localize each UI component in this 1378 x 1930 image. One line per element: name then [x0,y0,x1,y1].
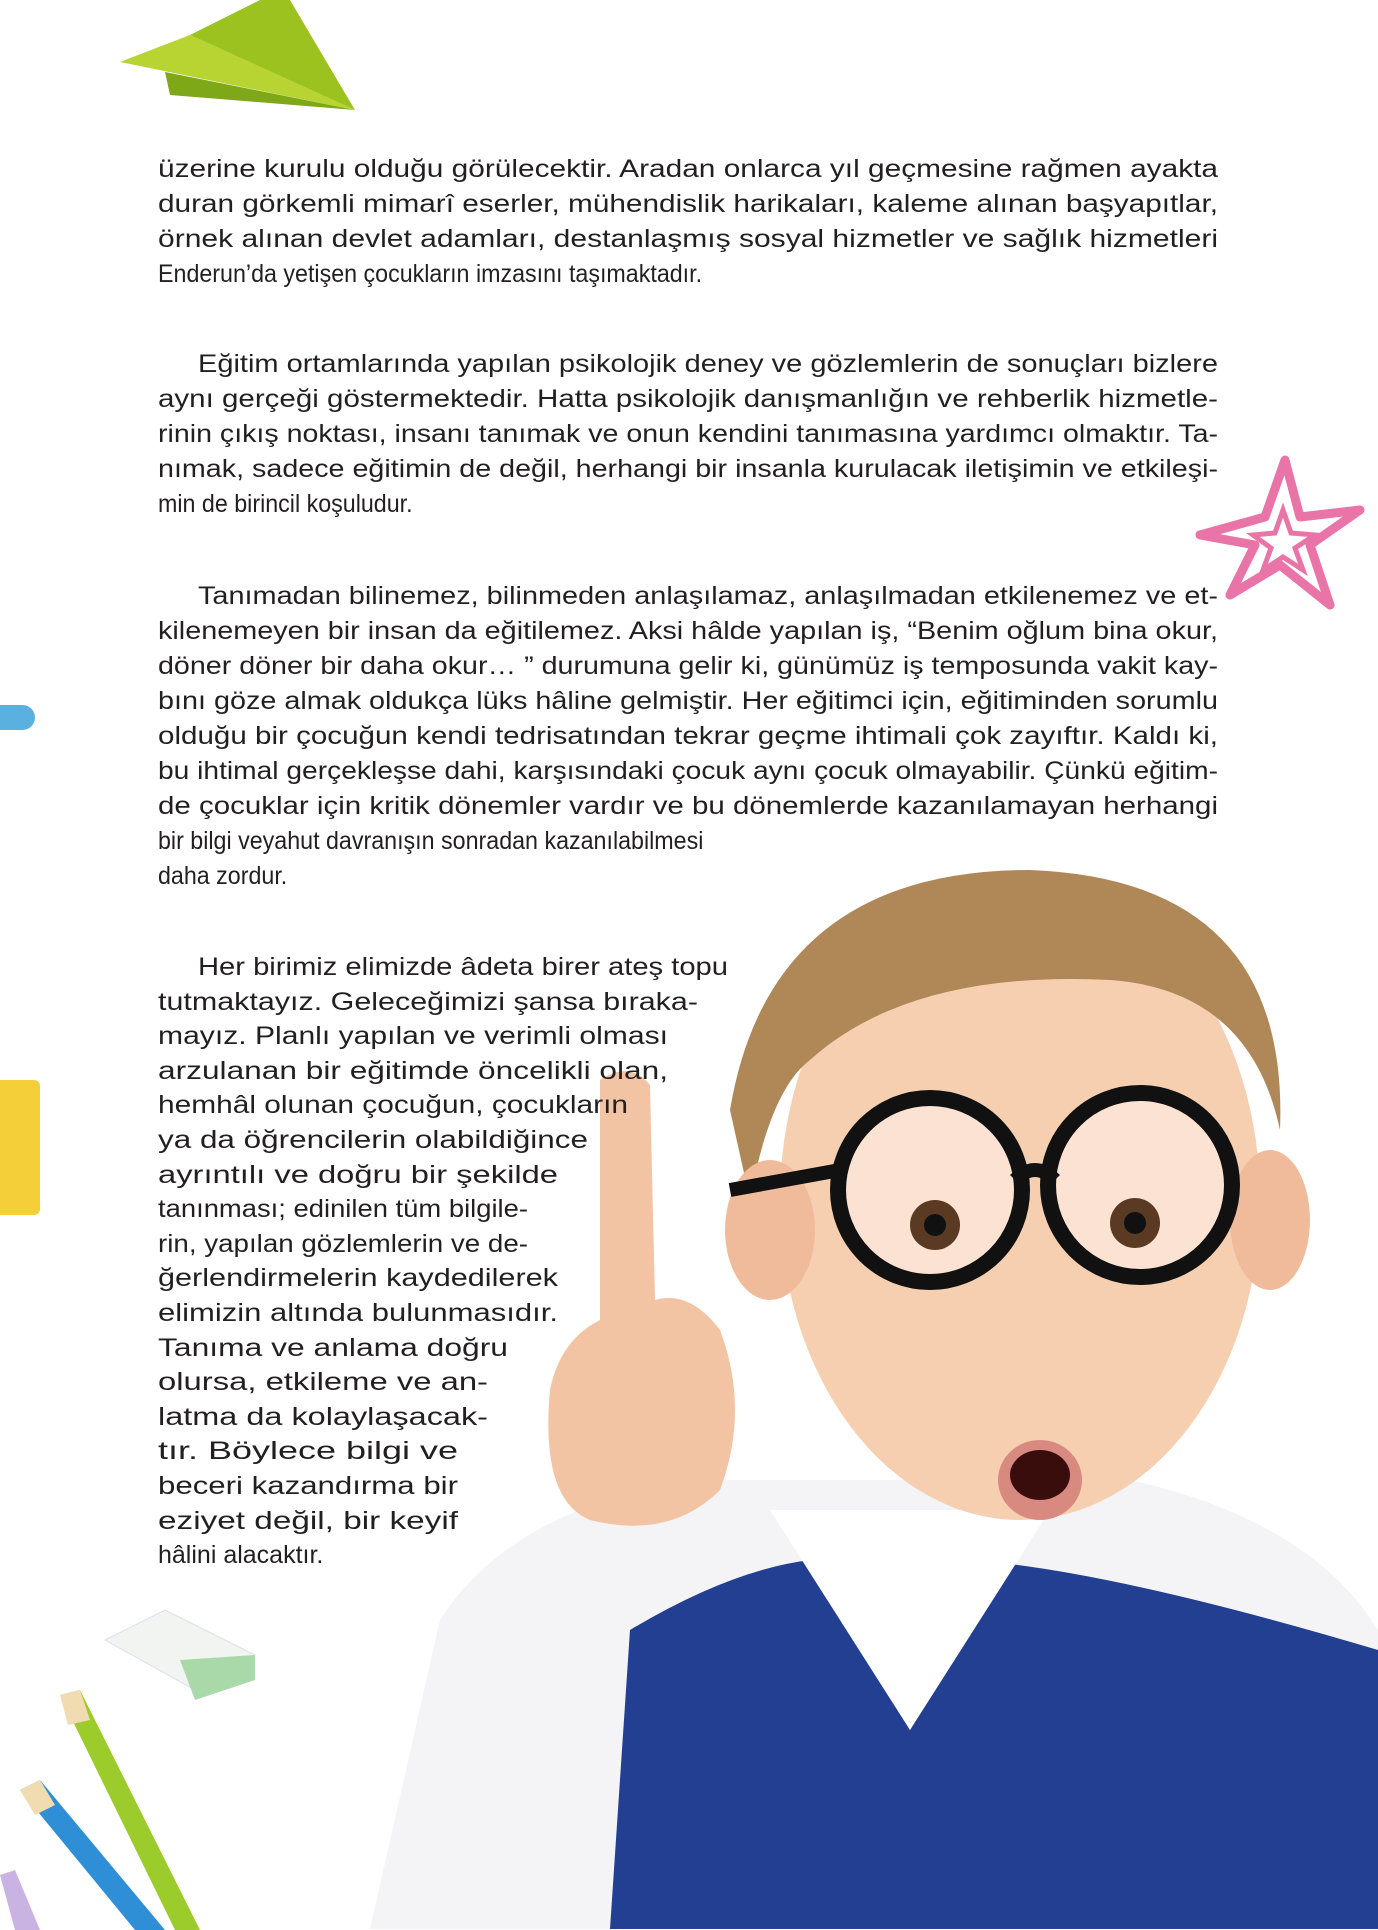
text-line [158,1158,728,1193]
blue-side-image [0,705,35,730]
text-line [158,754,1218,789]
text-line-content: örnek alınan devlet adamları, destanlaşmış sosyal hizmetler ve sağlık hizmetleri [158,225,1218,253]
star-illustration [1195,455,1365,625]
text-line [158,950,728,985]
text-line [158,859,1218,894]
text-line-content: tutmaktayız. Geleceğimizi şansa bıraka- [158,987,698,1016]
text-line-content: olursa, etkileme ve an- [158,1368,488,1397]
text-line [158,1469,728,1504]
text-line-content: olduğu bir çocuğun kendi tedrisatından tekrar geçme ihtimali çok zayıftır. Kaldı ki, [158,722,1218,750]
text-line [158,985,728,1020]
text-line [158,1296,728,1331]
text-line-content: ya da öğrencilerin olabildiğince [158,1125,588,1154]
text-line-content: Enderun’da yetişen çocukların imzasını taşımaktadır. [158,260,703,288]
text-line-content: Tanıma ve anlama doğru [158,1333,508,1362]
text-line-content: tır. Böylece bilgi ve [158,1437,458,1466]
text-line [158,1192,728,1227]
yellow-side-image [0,1080,40,1215]
text-line [158,1054,728,1089]
text-line-content: duran görkemli mimarî eserler, mühendislik harikaları, kaleme alınan başyapıtlar, [158,190,1218,218]
text-line [158,187,1218,222]
text-line [158,1088,728,1123]
text-line-content: ğerlendirmelerin kaydedilerek [158,1264,558,1293]
text-line-content: aynı gerçeği göstermektedir. Hatta psikolojik danışmanlığın ve rehberlik hizmetle- [158,385,1218,413]
text-line [158,1538,728,1573]
text-line [158,1123,728,1158]
text-line-content: döner döner bir daha okur… ” durumuna gelir ki, günümüz iş temposunda vakit kay- [158,652,1218,680]
text-line-content: Her birimiz elimizde âdeta birer ateş topu [198,953,728,981]
text-line [158,1019,728,1054]
text-line-content: Tanımadan bilinemez, bilinmeden anlaşılamaz, anlaşılmadan etkilenemez ve et- [198,582,1218,610]
text-line [158,684,1218,719]
text-line [158,1261,728,1296]
text-line-content: hemhâl olunan çocuğun, çocukların [158,1091,628,1120]
text-line [158,1365,728,1400]
text-line-content: bir bilgi veyahut davranışın sonradan kazanılabilmesi [158,827,704,855]
text-line [158,1400,728,1435]
text-line-content: daha zordur. [158,862,288,890]
text-line [158,1331,728,1366]
text-line-content: Eğitim ortamlarında yapılan psikolojik deney ve gözlemlerin de sonuçları bizlere [198,350,1218,378]
text-line-content: rin, yapılan gözlemlerin ve de- [158,1229,528,1258]
text-line-content: ayrıntılı ve doğru bir şekilde [158,1160,558,1189]
text-line [158,1227,728,1262]
text-line-content: beceri kazandırma bir [158,1471,458,1500]
text-line-content: eziyet değil, bir keyif [158,1506,458,1535]
text-line [158,417,1218,452]
text-line [158,257,1218,292]
text-line [158,614,1218,649]
text-line-content: bu ihtimal gerçekleşse dahi, karşısındaki çocuk aynı çocuk olmayabilir. Çünkü eğitim- [158,757,1218,785]
text-line [158,649,1218,684]
text-line [158,382,1218,417]
text-line-content: elimizin altında bulunmasıdır. [158,1298,558,1327]
text-line-content: tanınması; edinilen tüm bilgile- [158,1195,528,1224]
paragraph-4 [158,950,728,1573]
text-line [158,1504,728,1539]
text-line [158,487,1218,522]
text-line-content: mayız. Planlı yapılan ve verimli olması [158,1022,668,1051]
text-line-content: hâlini alacaktır. [158,1541,324,1570]
pencils-illustration [0,1690,240,1930]
text-line [158,579,1218,614]
paragraph-2 [158,347,1218,522]
text-line-content: latma da kolaylaşacak- [158,1402,488,1431]
text-line [158,789,1218,824]
text-line [158,824,1218,859]
text-line-content: üzerine kurulu olduğu görülecektir. Aradan onlarca yıl geçmesine rağmen ayakta [158,155,1218,183]
text-line-content: min de birincil koşuludur. [158,490,413,518]
text-line-content: kilenemeyen bir insan da eğitilemez. Aksi hâlde yapılan iş, “Benim oğlum bina okur, [158,617,1218,645]
text-line [158,347,1218,382]
text-line-content: arzulanan bir eğitimde öncelikli olan, [158,1056,668,1085]
text-line-content: nımak, sadece eğitimin de değil, herhangi bir insanla kurulacak iletişimin ve etkileşi- [158,455,1218,483]
text-line-content: de çocuklar için kritik dönemler vardır ve bu dönemlerde kazanılamayan herhangi [158,792,1218,820]
text-line-content: rinin çıkış noktası, insanı tanımak ve onun kendini tanımasına yardımcı olmaktır. Ta- [158,420,1218,448]
paragraph-1 [158,152,1218,292]
text-line [158,1434,728,1469]
text-line [158,222,1218,257]
text-line-content: bını göze almak oldukça lüks hâline gelmiştir. Her eğitimci için, eğitiminden sorumlu [158,687,1218,715]
paragraph-3 [158,579,1218,894]
text-line [158,152,1218,187]
text-line [158,719,1218,754]
paper-plane-illustration [110,0,370,115]
text-line [158,452,1218,487]
